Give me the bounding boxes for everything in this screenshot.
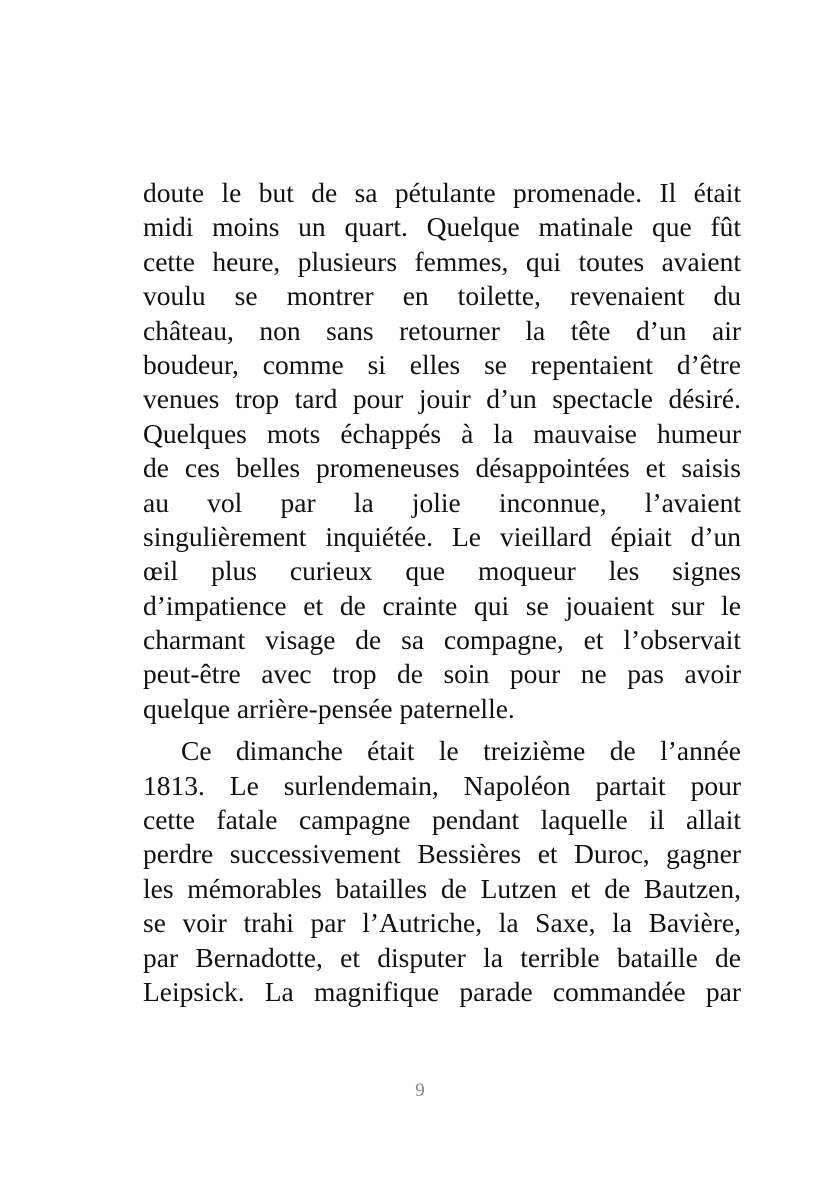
text-line: les mémorables batailles de Lutzen et de Bautzen, xyxy=(143,872,741,904)
text-line: voulu se montrer en toilette, revenaient du xyxy=(143,280,741,312)
paragraph-2 xyxy=(143,734,741,1009)
text-line: charmant visage de sa compagne, et l’observait xyxy=(143,624,741,656)
text-line: cette heure, plusieurs femmes, qui toutes avaient xyxy=(143,245,741,277)
text-line: doute le but de sa pétulante promenade. Il était xyxy=(143,177,741,208)
text-line: quelque arrière-pensée paternelle. xyxy=(143,692,515,724)
text-line: œil plus curieux que moqueur les signes xyxy=(143,555,741,587)
text-line: au vol par la jolie inconnue, l’avaient xyxy=(143,486,741,518)
text-line: château, non sans retourner la tête d’un air xyxy=(143,314,741,346)
text-line: Quelques mots échappés à la mauvaise humeur xyxy=(143,417,741,449)
text-line: singulièrement inquiétée. Le vieillard épiait d’un xyxy=(143,520,741,552)
text-line: 1813. Le surlendemain, Napoléon partait pour xyxy=(143,769,741,801)
paragraph-1 xyxy=(143,176,741,726)
text-line: d’impatience et de crainte qui se jouaient sur le xyxy=(143,589,741,621)
text-line: se voir trahi par l’Autriche, la Saxe, la Bavière, xyxy=(143,907,741,939)
text-line: venues trop tard pour jouir d’un spectacle désiré. xyxy=(143,383,741,415)
text-line: peut-être avec trop de soin pour ne pas avoir xyxy=(143,658,741,690)
text-line: cette fatale campagne pendant laquelle il allait xyxy=(143,804,741,836)
text-line: perdre successivement Bessières et Duroc, gagner xyxy=(143,838,741,870)
body-text xyxy=(143,176,741,1009)
text-line: boudeur, comme si elles se repentaient d’être xyxy=(143,348,741,380)
text-line: Leipsick. La magnifique parade commandée par xyxy=(143,975,741,1007)
text-line: de ces belles promeneuses désappointées et saisis xyxy=(143,452,741,484)
page-number: 9 xyxy=(415,1080,425,1101)
text-line: midi moins un quart. Quelque matinale que fût xyxy=(143,211,741,243)
paragraph-gap xyxy=(143,726,741,734)
text-line: par Bernadotte, et disputer la terrible bataille de xyxy=(143,941,741,973)
text-line: Ce dimanche était le treizième de l’année xyxy=(181,735,741,767)
